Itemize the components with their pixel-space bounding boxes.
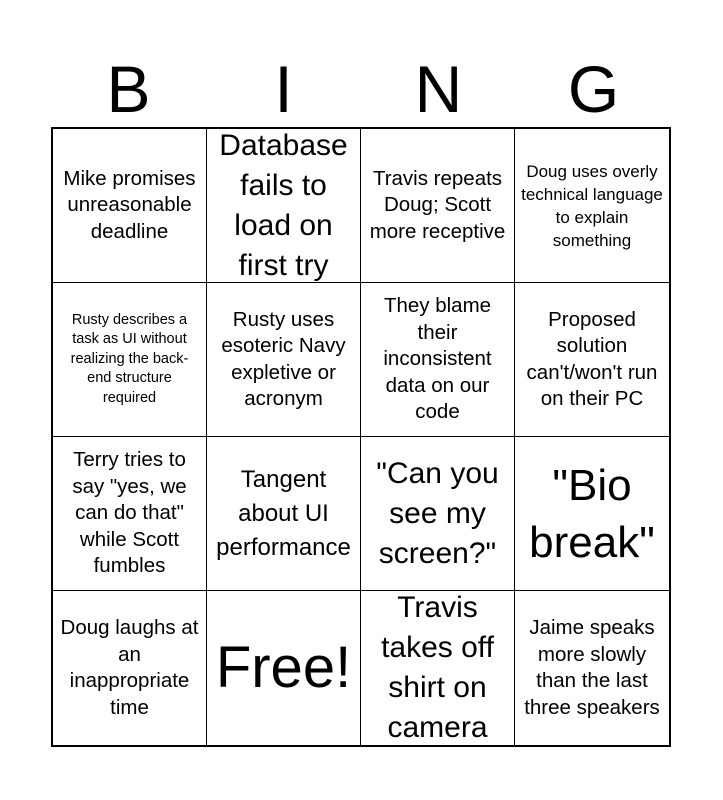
cell-text: Doug uses overly technical language to explain something (521, 161, 663, 250)
bingo-cell[interactable] (53, 129, 207, 283)
cell-text: Rusty uses esoteric Navy expletive or acronym (221, 307, 346, 410)
bingo-cell[interactable] (361, 129, 515, 283)
bingo-board (51, 127, 671, 747)
cell-text: Jaime speaks more slowly than the last three speakers (524, 616, 660, 719)
cell-text: Travis repeats Doug; Scott more receptive (369, 166, 506, 243)
bingo-cell[interactable] (207, 437, 361, 591)
bingo-header (51, 50, 671, 128)
header-letter-n: N (414, 52, 463, 126)
cell-text: Travis takes off shirt on camera (381, 591, 494, 744)
cell-text: Rusty describes a task as UI without realizing the back-end structure required (70, 311, 189, 406)
cell-text: "Can you see my screen?" (376, 456, 499, 570)
cell-text: Database fails to load on first try (219, 129, 348, 282)
header-letter-i: I (274, 52, 293, 126)
cell-text: Mike promises unreasonable deadline (63, 166, 196, 243)
cell-text: Doug laughs at an inappropriate time (60, 616, 199, 719)
cell-text: Tangent about UI performance (216, 465, 351, 561)
bingo-cell[interactable] (361, 437, 515, 591)
free-space-cell[interactable] (207, 591, 361, 745)
bingo-cell[interactable] (515, 129, 669, 283)
cell-text: They blame their inconsistent data on our code (383, 294, 492, 424)
header-letter-g: G (567, 52, 620, 126)
bingo-cell[interactable] (515, 437, 669, 591)
bingo-cell[interactable] (53, 283, 207, 437)
cell-text: Free! (215, 635, 352, 700)
bingo-cell[interactable] (515, 591, 669, 745)
header-letter-b: B (106, 52, 151, 126)
bingo-cell[interactable] (207, 129, 361, 283)
cell-text: Proposed solution can't/won't run on their PC (526, 307, 658, 410)
bingo-cell[interactable] (207, 283, 361, 437)
bingo-cell[interactable] (515, 283, 669, 437)
bingo-cell[interactable] (361, 283, 515, 437)
bingo-cell[interactable] (53, 437, 207, 591)
cell-text: "Bio break" (529, 460, 655, 567)
cell-text: Terry tries to say "yes, we can do that" while Scott fumbles (72, 448, 187, 578)
bingo-cell[interactable] (53, 591, 207, 745)
bingo-cell[interactable] (361, 591, 515, 745)
